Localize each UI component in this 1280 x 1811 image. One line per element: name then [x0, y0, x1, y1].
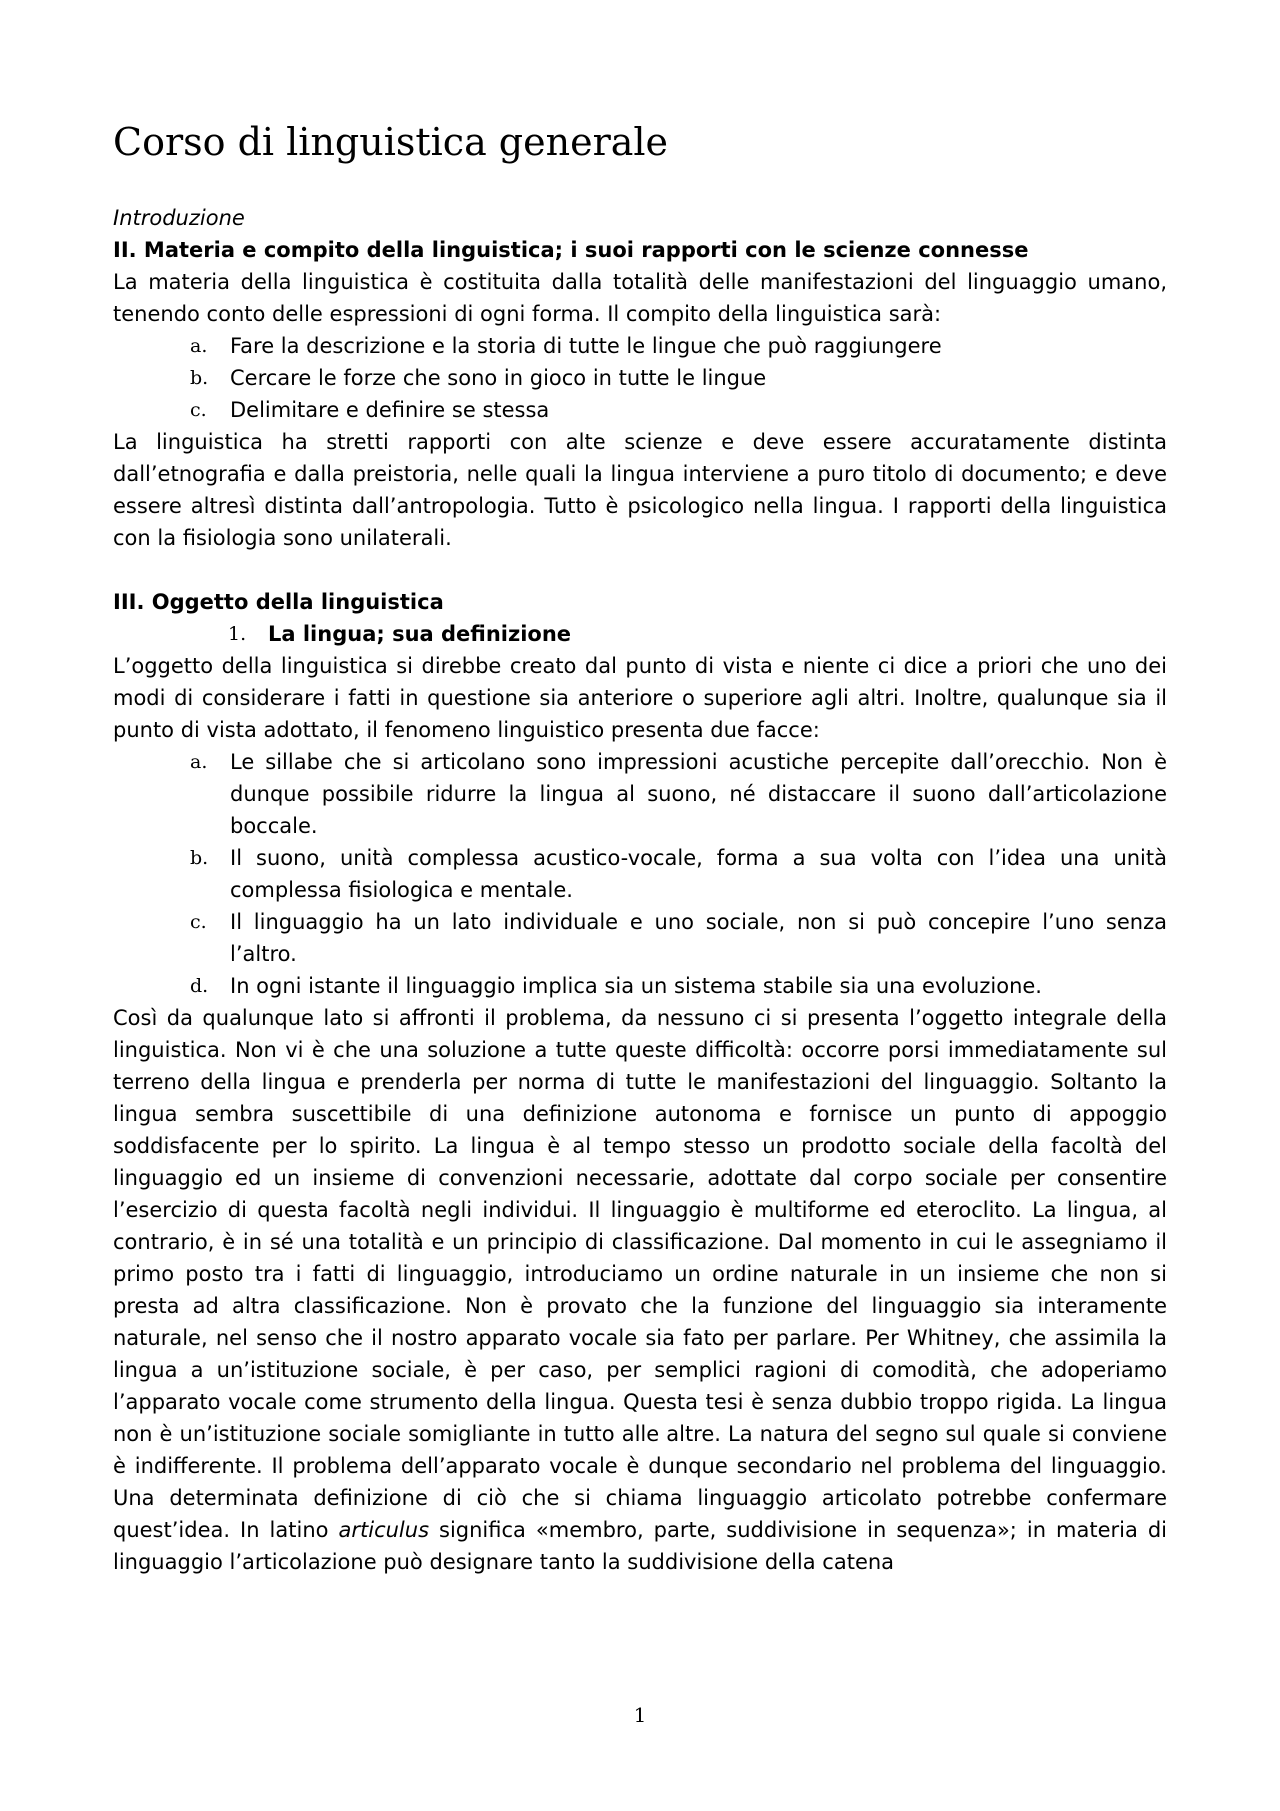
section-3-paragraph-1: L’oggetto della linguistica si direbbe creato dal punto di vista e niente ci dice a priori che uno dei modi di considerare i fatti in questione sia anteriore o superiore agli altri. Inoltre, qualunque sia il punto di vista adottato, il fenomeno linguistico presenta due facce:	[113, 654, 1167, 742]
list-marker: b.	[190, 367, 209, 389]
list-item	[113, 746, 1167, 842]
list-item-text: Le sillabe che si articolano sono impressioni acustiche percepite dall’orecchio. Non è dunque possibile ridurre la lingua al suono, né distaccare il suono dall’articolazione boccale.	[230, 750, 1167, 838]
paragraph-text-part-1: Così da qualunque lato si affronti il problema, da nessuno ci si presenta l’oggetto integrale della linguistica. Non vi è che una soluzione a tutte queste difficoltà: occorre porsi immediatamente sul terreno della lingua e prenderla per norma di tutte le manifestazioni del linguaggio. Soltanto la lingua sembra suscettibile di una definizione autonoma e fornisce un punto di appoggio soddisfacente per lo spirito. La lingua è al tempo stesso un prodotto sociale della facoltà del linguaggio ed un insieme di convenzioni necessarie, adottate dal corpo sociale per consentire l’esercizio di questa facoltà negli individui. Il linguaggio è multiforme ed eteroclito. La lingua, al contrario, è in sé una totalità e un principio di classificazione. Dal momento in cui le assegniamo il primo posto tra i fatti di linguaggio, introduciamo un ordine naturale in un insieme che non si presta ad altra classificazione. Non è provato che la funzione del linguaggio sia interamente naturale, nel senso che il nostro apparato vocale sia fato per parlare. Per Whitney, che assimila la lingua a un’istituzione sociale, è per caso, per semplici ragioni di comodità, che adoperiamo l’apparato vocale come strumento della lingua. Questa tesi è senza dubbio troppo rigida. La lingua non è un’istituzione sociale somigliante in tutto alle altre. La natura del segno sul quale si conviene è indifferente. Il problema dell’apparato vocale è dunque secondario nel problema del linguaggio. Una determinata definizione di ciò che si chiama linguaggio articolato potrebbe confermare quest’idea. In latino	[113, 1006, 1167, 1542]
document-page	[113, 0, 1167, 1811]
section-2-paragraph-1: La materia della linguistica è costituita dalla totalità delle manifestazioni del linguaggio umano, tenendo conto delle espressioni di ogni forma. Il compito della linguistica sarà:	[113, 270, 1167, 326]
section-3-subheading	[113, 618, 1167, 650]
paragraph-spacer	[113, 554, 1167, 586]
document-body	[113, 202, 1167, 1578]
list-item	[113, 362, 1167, 394]
list-item-text: Cercare le forze che sono in gioco in tutte le lingue	[230, 366, 767, 390]
list-item-text: In ogni istante il linguaggio implica sia un sistema stabile sia una evoluzione.	[230, 974, 1042, 998]
list-item	[113, 970, 1167, 1002]
paragraph-text-part-2: significa «membro, parte, suddivisione in sequenza»; in materia di linguaggio l’articolazione può designare tanto la suddivisione della catena	[113, 1518, 1168, 1574]
list-marker: d.	[190, 975, 209, 997]
section-2-heading: II. Materia e compito della linguistica; i suoi rapporti con le scienze connesse	[113, 238, 1029, 262]
list-marker: c.	[190, 399, 207, 421]
subheading-text: La lingua; sua definizione	[268, 622, 572, 646]
list-item-text: Il suono, unità complessa acustico-vocale, forma a sua volta con l’idea una unità complessa fisiologica e mentale.	[230, 846, 1167, 902]
section-3-paragraph-2	[113, 1002, 1167, 1578]
list-item-text: Delimitare e definire se stessa	[230, 398, 550, 422]
list-item-text: Il linguaggio ha un lato individuale e uno sociale, non si può concepire l’uno senza l’altro.	[230, 910, 1167, 966]
section-3-heading: III. Oggetto della linguistica	[113, 590, 444, 614]
list-item	[113, 906, 1167, 970]
list-marker: a.	[190, 335, 208, 357]
page-number: 1	[633, 1703, 647, 1727]
list-marker: a.	[190, 751, 208, 773]
document-title: Corso di linguistica generale	[113, 120, 669, 164]
introduction-heading: Introduzione	[113, 206, 245, 230]
list-item	[113, 330, 1167, 362]
list-item	[113, 394, 1167, 426]
list-item-text: Fare la descrizione e la storia di tutte le lingue che può raggiungere	[230, 334, 942, 358]
list-marker: b.	[190, 847, 209, 869]
latin-term: articulus	[338, 1518, 430, 1542]
section-2-paragraph-2: La linguistica ha stretti rapporti con alte scienze e deve essere accuratamente distinta dall’etnografia e dalla preistoria, nelle quali la lingua interviene a puro titolo di documento; e deve essere altresì distinta dall’antropologia. Tutto è psicologico nella lingua. I rapporti della linguistica con la fisiologia sono unilaterali.	[113, 430, 1167, 550]
subheading-number: 1.	[228, 623, 247, 645]
list-item	[113, 842, 1167, 906]
list-marker: c.	[190, 911, 207, 933]
